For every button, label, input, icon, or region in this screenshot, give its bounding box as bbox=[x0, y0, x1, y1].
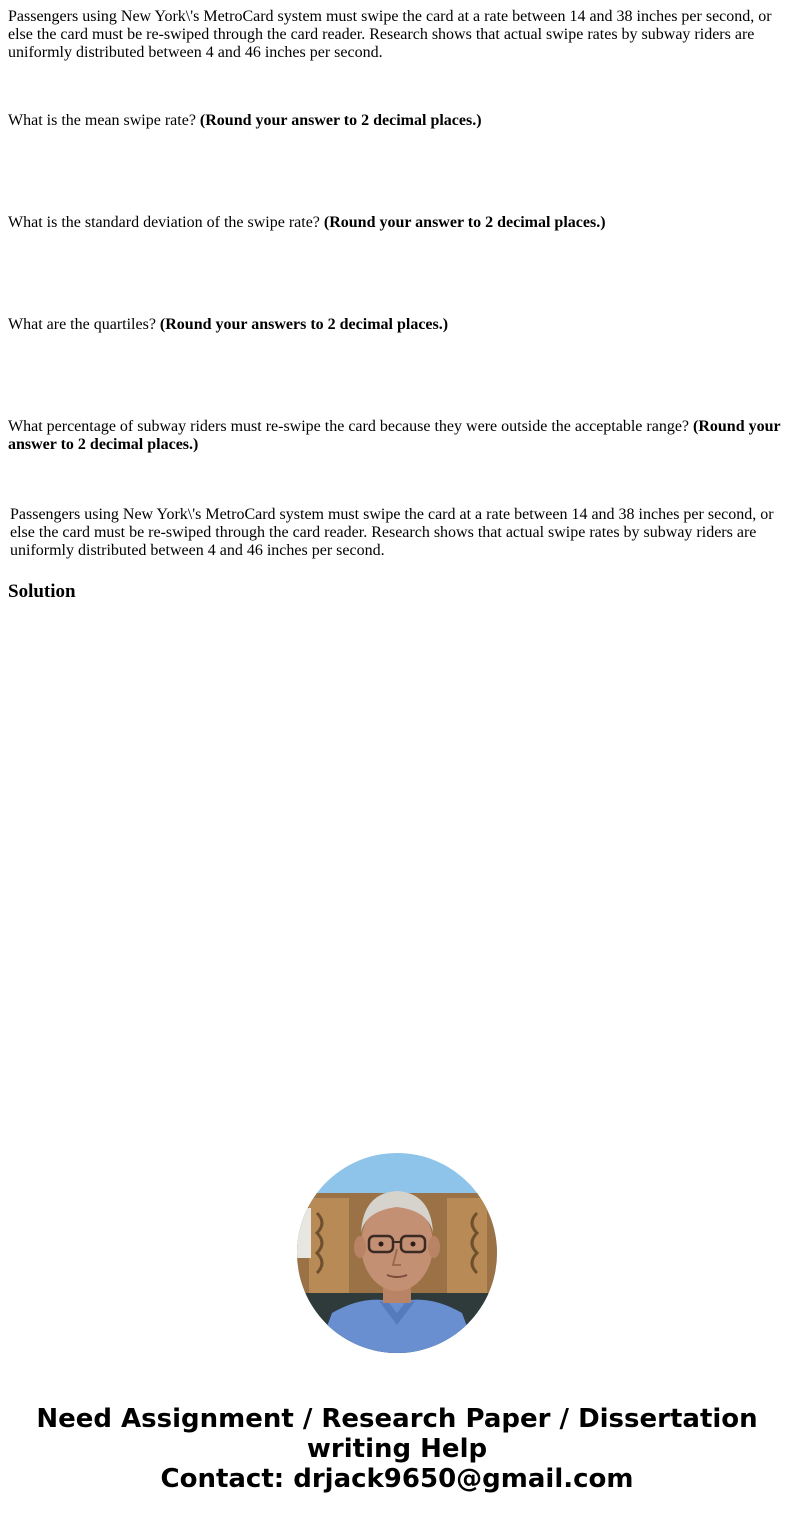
promo-contact: Contact: drjack9650@gmail.com bbox=[160, 1464, 634, 1494]
problem-intro-repeat: Passengers using New York\'s MetroCard system must swipe the card at a rate between 14 and 38 inches per second, or else the card must be re-swiped through the card reader. Research shows that actual swipe rates by subway riders are uniformly distributed between 4 and 46 inches per second. bbox=[10, 506, 774, 559]
question-note: (Round your answer to 2 decimal places.) bbox=[8, 418, 781, 453]
question-text: What percentage of subway riders must re-swipe the card because they were outside the acceptable range? bbox=[8, 418, 694, 435]
tutor-portrait-icon bbox=[297, 1153, 497, 1353]
question-percentage bbox=[8, 418, 786, 454]
question-text: What are the quartiles? bbox=[8, 316, 160, 333]
question-note: (Round your answers to 2 decimal places.) bbox=[159, 316, 449, 333]
question-note: (Round your answer to 2 decimal places.) bbox=[199, 112, 482, 129]
solution-heading: Solution bbox=[8, 581, 76, 602]
question-note: (Round your answer to 2 decimal places.) bbox=[323, 214, 606, 231]
question-std-dev bbox=[8, 214, 786, 232]
problem-intro: Passengers using New York\'s MetroCard system must swipe the card at a rate between 14 and 38 inches per second, or else the card must be re-swiped through the card reader. Research shows that actual swipe rates by subway riders are uniformly distributed between 4 and 46 inches per second. bbox=[8, 8, 772, 61]
question-text: What is the standard deviation of the swipe rate? bbox=[8, 214, 324, 231]
promo-banner bbox=[0, 1404, 794, 1494]
question-mean bbox=[8, 112, 786, 130]
question-quartiles bbox=[8, 316, 786, 334]
question-text: What is the mean swipe rate? bbox=[8, 112, 200, 129]
promo-headline: Need Assignment / Research Paper / Dissertation writing Help bbox=[36, 1404, 758, 1464]
